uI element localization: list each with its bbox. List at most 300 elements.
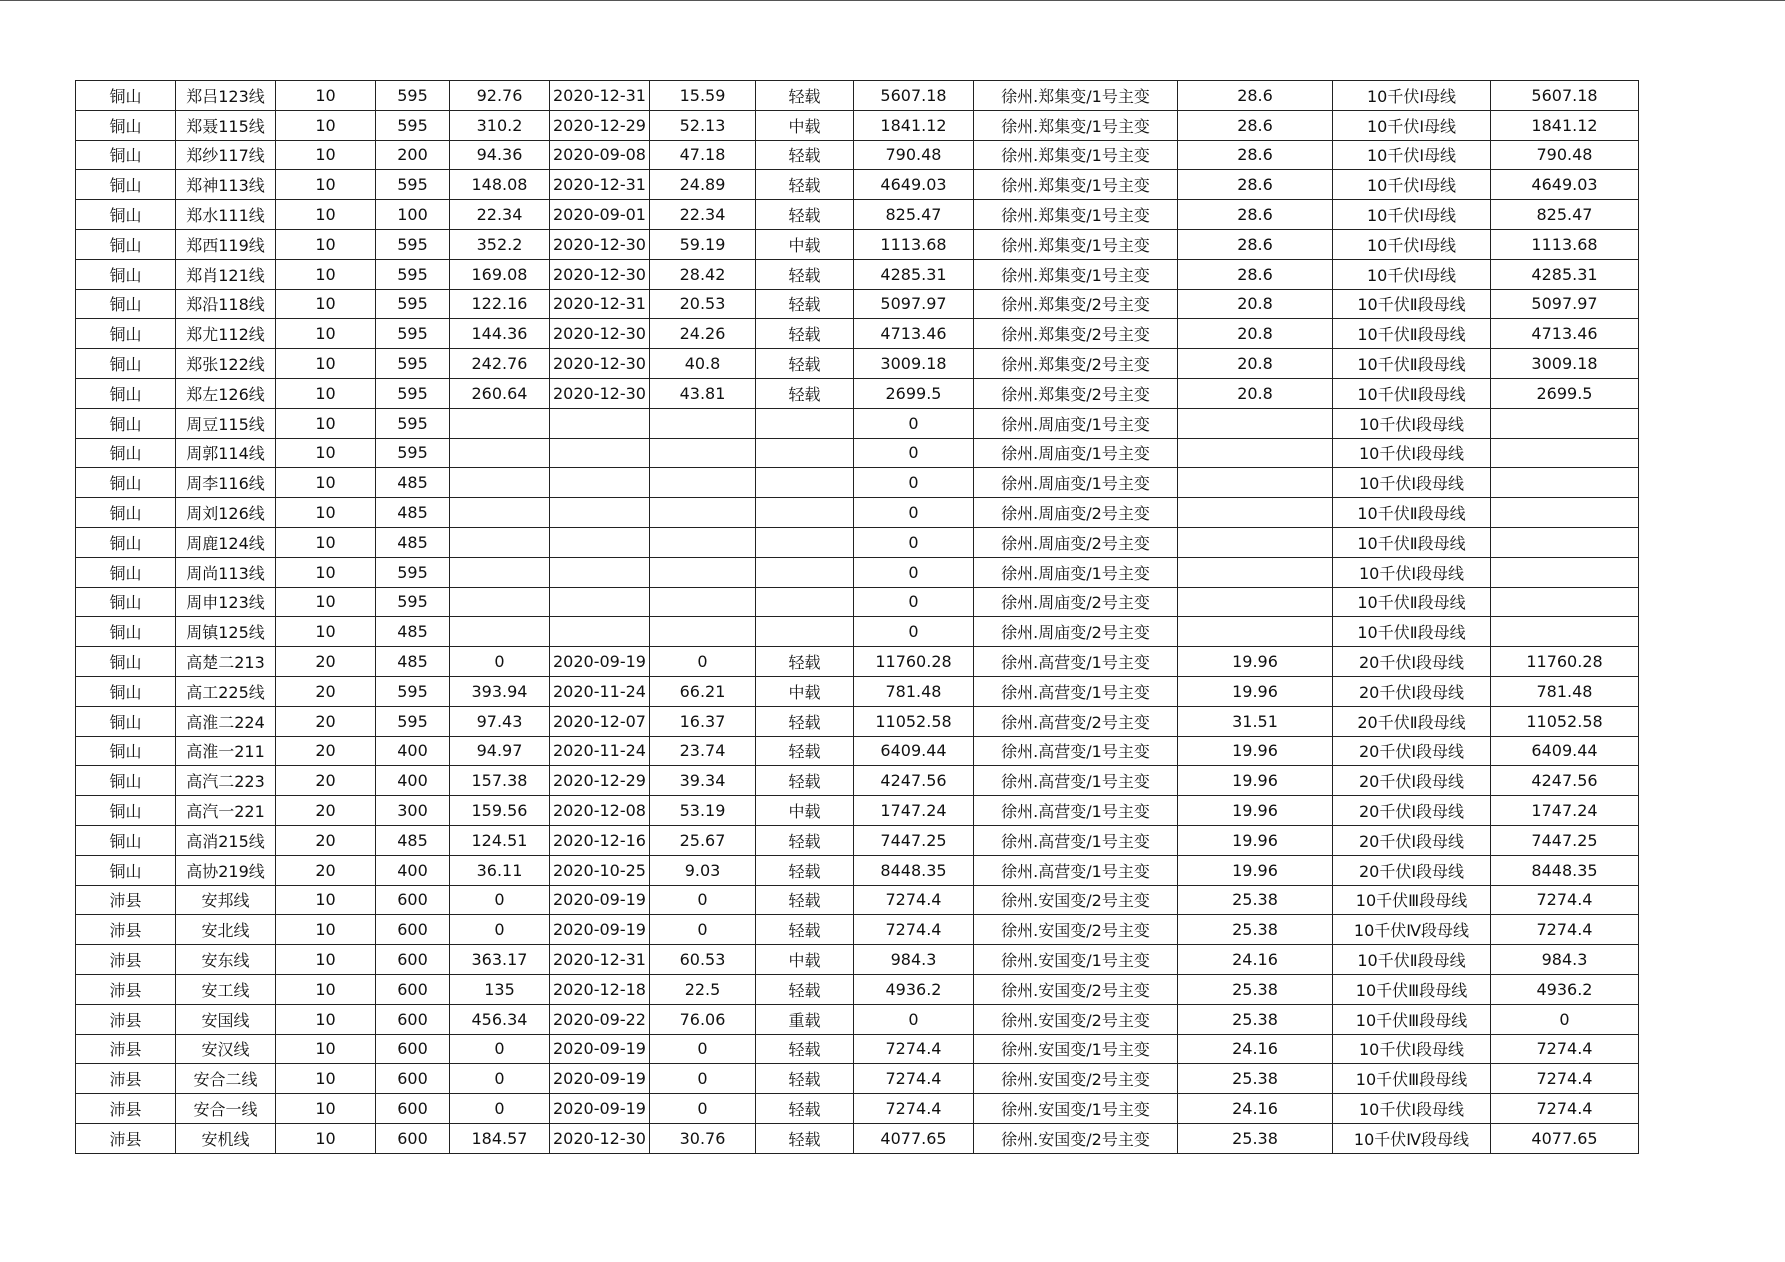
cell-available-capacity: 6409.44 <box>1491 736 1639 766</box>
cell-transformer-load-rate: 28.6 <box>1178 259 1333 289</box>
cell-load-level: 轻载 <box>756 259 854 289</box>
cell-date: 2020-12-29 <box>550 766 650 796</box>
cell-capacity: 595 <box>376 676 450 706</box>
cell-max-current <box>450 468 550 498</box>
cell-spare-capacity: 2699.5 <box>854 378 974 408</box>
cell-county: 铜山 <box>76 259 176 289</box>
cell-spare-capacity: 0 <box>854 617 974 647</box>
cell-spare-capacity: 7274.4 <box>854 1064 974 1094</box>
cell-voltage: 20 <box>276 706 376 736</box>
cell-county: 铜山 <box>76 110 176 140</box>
cell-spare-capacity: 4285.31 <box>854 259 974 289</box>
cell-voltage: 10 <box>276 408 376 438</box>
cell-spare-capacity: 7274.4 <box>854 1034 974 1064</box>
table-row <box>76 617 1639 647</box>
cell-line: 郑西119线 <box>176 229 276 259</box>
cell-busbar: 10千伏Ⅰ母线 <box>1333 110 1491 140</box>
table-row <box>76 349 1639 379</box>
cell-available-capacity: 7447.25 <box>1491 825 1639 855</box>
cell-load-level <box>756 617 854 647</box>
cell-line: 郑肖121线 <box>176 259 276 289</box>
cell-capacity: 100 <box>376 200 450 230</box>
cell-line: 郑吕123线 <box>176 81 276 111</box>
cell-busbar: 10千伏Ⅰ母线 <box>1333 229 1491 259</box>
cell-county: 铜山 <box>76 200 176 230</box>
cell-transformer-load-rate: 19.96 <box>1178 736 1333 766</box>
cell-max-current: 169.08 <box>450 259 550 289</box>
cell-load-level: 轻载 <box>756 766 854 796</box>
cell-max-current: 0 <box>450 915 550 945</box>
cell-load-level: 轻载 <box>756 1064 854 1094</box>
cell-date: 2020-11-24 <box>550 676 650 706</box>
cell-load-rate: 15.59 <box>650 81 756 111</box>
cell-capacity: 595 <box>376 81 450 111</box>
cell-load-level: 轻载 <box>756 319 854 349</box>
cell-voltage: 20 <box>276 736 376 766</box>
cell-load-rate: 20.53 <box>650 289 756 319</box>
cell-max-current: 94.97 <box>450 736 550 766</box>
cell-voltage: 10 <box>276 170 376 200</box>
cell-transformer-load-rate <box>1178 498 1333 528</box>
cell-transformer: 徐州.安国变/1号主变 <box>974 1034 1178 1064</box>
cell-available-capacity <box>1491 468 1639 498</box>
cell-transformer-load-rate: 25.38 <box>1178 1064 1333 1094</box>
cell-available-capacity: 3009.18 <box>1491 349 1639 379</box>
cell-line: 安邦线 <box>176 885 276 915</box>
cell-transformer-load-rate <box>1178 527 1333 557</box>
cell-load-level: 中载 <box>756 229 854 259</box>
cell-load-rate: 24.26 <box>650 319 756 349</box>
cell-capacity: 400 <box>376 766 450 796</box>
table-row <box>76 259 1639 289</box>
cell-voltage: 10 <box>276 140 376 170</box>
cell-transformer-load-rate <box>1178 587 1333 617</box>
cell-max-current: 0 <box>450 885 550 915</box>
cell-load-rate: 52.13 <box>650 110 756 140</box>
cell-capacity: 595 <box>376 557 450 587</box>
cell-transformer-load-rate: 28.6 <box>1178 229 1333 259</box>
cell-max-current: 159.56 <box>450 796 550 826</box>
cell-load-level: 轻载 <box>756 647 854 677</box>
cell-load-rate: 66.21 <box>650 676 756 706</box>
cell-spare-capacity: 11760.28 <box>854 647 974 677</box>
cell-max-current: 92.76 <box>450 81 550 111</box>
table-row <box>76 766 1639 796</box>
cell-transformer-load-rate: 28.6 <box>1178 140 1333 170</box>
cell-load-rate <box>650 438 756 468</box>
cell-county: 铜山 <box>76 676 176 706</box>
cell-available-capacity: 4936.2 <box>1491 974 1639 1004</box>
cell-load-level <box>756 468 854 498</box>
cell-date: 2020-12-30 <box>550 229 650 259</box>
cell-available-capacity: 11760.28 <box>1491 647 1639 677</box>
cell-load-rate: 47.18 <box>650 140 756 170</box>
cell-capacity: 595 <box>376 349 450 379</box>
cell-busbar: 10千伏Ⅰ段母线 <box>1333 1034 1491 1064</box>
cell-max-current: 148.08 <box>450 170 550 200</box>
cell-busbar: 10千伏Ⅱ段母线 <box>1333 498 1491 528</box>
cell-transformer: 徐州.安国变/1号主变 <box>974 1094 1178 1124</box>
cell-transformer-load-rate: 25.38 <box>1178 974 1333 1004</box>
cell-line: 安机线 <box>176 1123 276 1153</box>
cell-line: 周鹿124线 <box>176 527 276 557</box>
cell-date: 2020-12-30 <box>550 349 650 379</box>
cell-load-level: 中载 <box>756 796 854 826</box>
cell-capacity: 600 <box>376 1123 450 1153</box>
cell-transformer-load-rate: 28.6 <box>1178 200 1333 230</box>
cell-load-rate: 0 <box>650 1034 756 1064</box>
cell-line: 安北线 <box>176 915 276 945</box>
cell-spare-capacity: 0 <box>854 1004 974 1034</box>
cell-busbar: 10千伏Ⅱ段母线 <box>1333 378 1491 408</box>
cell-capacity: 400 <box>376 855 450 885</box>
cell-line: 高淮一211 <box>176 736 276 766</box>
cell-capacity: 595 <box>376 587 450 617</box>
cell-transformer: 徐州.高营变/1号主变 <box>974 796 1178 826</box>
cell-county: 铜山 <box>76 229 176 259</box>
cell-transformer-load-rate: 25.38 <box>1178 1004 1333 1034</box>
cell-transformer: 徐州.郑集变/2号主变 <box>974 319 1178 349</box>
cell-capacity: 200 <box>376 140 450 170</box>
cell-voltage: 10 <box>276 587 376 617</box>
cell-load-level: 轻载 <box>756 706 854 736</box>
cell-capacity: 600 <box>376 915 450 945</box>
cell-voltage: 10 <box>276 557 376 587</box>
cell-load-rate <box>650 468 756 498</box>
cell-spare-capacity: 825.47 <box>854 200 974 230</box>
cell-capacity: 600 <box>376 974 450 1004</box>
cell-line: 郑张122线 <box>176 349 276 379</box>
cell-transformer-load-rate: 25.38 <box>1178 1123 1333 1153</box>
cell-capacity: 485 <box>376 468 450 498</box>
cell-capacity: 300 <box>376 796 450 826</box>
cell-busbar: 10千伏Ⅱ段母线 <box>1333 319 1491 349</box>
table-row <box>76 885 1639 915</box>
cell-line: 高工225线 <box>176 676 276 706</box>
cell-voltage: 10 <box>276 229 376 259</box>
cell-available-capacity <box>1491 527 1639 557</box>
cell-line: 郑沿118线 <box>176 289 276 319</box>
cell-load-rate: 76.06 <box>650 1004 756 1034</box>
cell-spare-capacity: 0 <box>854 468 974 498</box>
cell-available-capacity: 8448.35 <box>1491 855 1639 885</box>
cell-max-current: 184.57 <box>450 1123 550 1153</box>
cell-transformer-load-rate: 19.96 <box>1178 647 1333 677</box>
cell-transformer-load-rate: 28.6 <box>1178 110 1333 140</box>
cell-available-capacity: 7274.4 <box>1491 915 1639 945</box>
cell-load-level: 轻载 <box>756 736 854 766</box>
cell-busbar: 20千伏Ⅰ段母线 <box>1333 766 1491 796</box>
table-row <box>76 557 1639 587</box>
cell-load-level <box>756 527 854 557</box>
cell-load-rate: 24.89 <box>650 170 756 200</box>
cell-capacity: 485 <box>376 617 450 647</box>
cell-available-capacity: 7274.4 <box>1491 885 1639 915</box>
table-row <box>76 527 1639 557</box>
table-row <box>76 408 1639 438</box>
cell-date: 2020-09-19 <box>550 1034 650 1064</box>
cell-voltage: 10 <box>276 289 376 319</box>
cell-capacity: 595 <box>376 289 450 319</box>
cell-transformer-load-rate: 19.96 <box>1178 766 1333 796</box>
cell-available-capacity: 4247.56 <box>1491 766 1639 796</box>
cell-max-current: 0 <box>450 1094 550 1124</box>
cell-capacity: 595 <box>376 110 450 140</box>
cell-voltage: 10 <box>276 81 376 111</box>
cell-load-rate: 16.37 <box>650 706 756 736</box>
table-row <box>76 140 1639 170</box>
cell-spare-capacity: 7274.4 <box>854 885 974 915</box>
top-border-line <box>0 0 1785 1</box>
cell-available-capacity: 825.47 <box>1491 200 1639 230</box>
cell-busbar: 10千伏Ⅱ段母线 <box>1333 289 1491 319</box>
cell-load-level <box>756 587 854 617</box>
cell-max-current <box>450 587 550 617</box>
cell-load-rate: 0 <box>650 885 756 915</box>
cell-line: 高淮二224 <box>176 706 276 736</box>
cell-transformer-load-rate: 24.16 <box>1178 1094 1333 1124</box>
cell-available-capacity: 2699.5 <box>1491 378 1639 408</box>
table-row <box>76 1094 1639 1124</box>
cell-available-capacity: 4285.31 <box>1491 259 1639 289</box>
cell-max-current: 0 <box>450 1064 550 1094</box>
cell-date: 2020-09-19 <box>550 1064 650 1094</box>
cell-load-level: 轻载 <box>756 1094 854 1124</box>
cell-spare-capacity: 0 <box>854 557 974 587</box>
cell-load-level: 轻载 <box>756 974 854 1004</box>
cell-busbar: 20千伏Ⅰ段母线 <box>1333 825 1491 855</box>
cell-voltage: 10 <box>276 915 376 945</box>
cell-load-level: 中载 <box>756 945 854 975</box>
cell-line: 郑神113线 <box>176 170 276 200</box>
cell-busbar: 10千伏Ⅰ段母线 <box>1333 408 1491 438</box>
cell-line: 安东线 <box>176 945 276 975</box>
cell-load-rate <box>650 557 756 587</box>
cell-available-capacity: 11052.58 <box>1491 706 1639 736</box>
cell-busbar: 20千伏Ⅰ段母线 <box>1333 647 1491 677</box>
table-body <box>76 81 1639 1154</box>
cell-date <box>550 617 650 647</box>
cell-load-rate: 0 <box>650 1094 756 1124</box>
cell-county: 铜山 <box>76 349 176 379</box>
cell-line: 郑水111线 <box>176 200 276 230</box>
cell-transformer: 徐州.高营变/1号主变 <box>974 736 1178 766</box>
cell-spare-capacity: 5097.97 <box>854 289 974 319</box>
cell-load-rate: 25.67 <box>650 825 756 855</box>
cell-capacity: 485 <box>376 498 450 528</box>
cell-available-capacity: 4077.65 <box>1491 1123 1639 1153</box>
cell-load-level: 轻载 <box>756 140 854 170</box>
cell-date: 2020-12-30 <box>550 259 650 289</box>
cell-county: 沛县 <box>76 1004 176 1034</box>
table-row <box>76 319 1639 349</box>
cell-load-rate: 0 <box>650 915 756 945</box>
cell-date <box>550 587 650 617</box>
cell-spare-capacity: 1841.12 <box>854 110 974 140</box>
cell-date <box>550 468 650 498</box>
cell-transformer: 徐州.郑集变/1号主变 <box>974 259 1178 289</box>
cell-busbar: 10千伏Ⅰ母线 <box>1333 200 1491 230</box>
cell-available-capacity: 1113.68 <box>1491 229 1639 259</box>
cell-max-current: 144.36 <box>450 319 550 349</box>
cell-transformer-load-rate <box>1178 468 1333 498</box>
cell-available-capacity <box>1491 587 1639 617</box>
cell-max-current: 124.51 <box>450 825 550 855</box>
cell-transformer: 徐州.郑集变/1号主变 <box>974 140 1178 170</box>
table-row <box>76 289 1639 319</box>
cell-date: 2020-12-31 <box>550 170 650 200</box>
cell-available-capacity <box>1491 498 1639 528</box>
cell-max-current: 97.43 <box>450 706 550 736</box>
cell-available-capacity: 781.48 <box>1491 676 1639 706</box>
cell-voltage: 10 <box>276 1094 376 1124</box>
cell-busbar: 10千伏Ⅲ段母线 <box>1333 885 1491 915</box>
cell-line: 安合一线 <box>176 1094 276 1124</box>
cell-load-rate <box>650 408 756 438</box>
cell-available-capacity: 1747.24 <box>1491 796 1639 826</box>
cell-voltage: 10 <box>276 438 376 468</box>
cell-line: 安合二线 <box>176 1064 276 1094</box>
cell-spare-capacity: 0 <box>854 438 974 468</box>
cell-date: 2020-09-19 <box>550 915 650 945</box>
cell-transformer: 徐州.高营变/1号主变 <box>974 825 1178 855</box>
cell-max-current: 94.36 <box>450 140 550 170</box>
cell-load-rate: 22.34 <box>650 200 756 230</box>
cell-line: 周刘126线 <box>176 498 276 528</box>
cell-load-level: 轻载 <box>756 915 854 945</box>
cell-load-rate: 0 <box>650 647 756 677</box>
cell-date: 2020-12-31 <box>550 945 650 975</box>
cell-transformer-load-rate: 24.16 <box>1178 945 1333 975</box>
cell-date: 2020-12-08 <box>550 796 650 826</box>
cell-county: 沛县 <box>76 945 176 975</box>
cell-busbar: 10千伏Ⅱ段母线 <box>1333 617 1491 647</box>
cell-busbar: 10千伏Ⅰ段母线 <box>1333 1094 1491 1124</box>
cell-transformer: 徐州.郑集变/1号主变 <box>974 229 1178 259</box>
cell-available-capacity: 7274.4 <box>1491 1034 1639 1064</box>
cell-spare-capacity: 6409.44 <box>854 736 974 766</box>
cell-max-current: 456.34 <box>450 1004 550 1034</box>
cell-spare-capacity: 11052.58 <box>854 706 974 736</box>
cell-county: 铜山 <box>76 617 176 647</box>
cell-load-rate: 39.34 <box>650 766 756 796</box>
cell-busbar: 20千伏Ⅱ段母线 <box>1333 706 1491 736</box>
cell-transformer: 徐州.郑集变/1号主变 <box>974 200 1178 230</box>
cell-capacity: 600 <box>376 1064 450 1094</box>
cell-voltage: 10 <box>276 378 376 408</box>
table-row <box>76 200 1639 230</box>
cell-transformer: 徐州.高营变/1号主变 <box>974 676 1178 706</box>
cell-load-rate: 28.42 <box>650 259 756 289</box>
table-row <box>76 855 1639 885</box>
table-row <box>76 676 1639 706</box>
cell-voltage: 10 <box>276 319 376 349</box>
cell-busbar: 10千伏Ⅰ母线 <box>1333 140 1491 170</box>
cell-transformer: 徐州.高营变/1号主变 <box>974 647 1178 677</box>
cell-date <box>550 438 650 468</box>
cell-line: 郑聂115线 <box>176 110 276 140</box>
cell-spare-capacity: 8448.35 <box>854 855 974 885</box>
cell-load-level: 轻载 <box>756 349 854 379</box>
cell-spare-capacity: 984.3 <box>854 945 974 975</box>
cell-date: 2020-09-19 <box>550 885 650 915</box>
cell-load-level <box>756 557 854 587</box>
cell-transformer: 徐州.高营变/2号主变 <box>974 706 1178 736</box>
cell-spare-capacity: 4247.56 <box>854 766 974 796</box>
cell-capacity: 595 <box>376 259 450 289</box>
cell-date <box>550 527 650 557</box>
cell-capacity: 595 <box>376 378 450 408</box>
cell-voltage: 10 <box>276 200 376 230</box>
cell-available-capacity <box>1491 557 1639 587</box>
cell-max-current <box>450 557 550 587</box>
cell-available-capacity: 4713.46 <box>1491 319 1639 349</box>
cell-voltage: 20 <box>276 766 376 796</box>
cell-date: 2020-12-31 <box>550 289 650 319</box>
cell-date: 2020-09-01 <box>550 200 650 230</box>
cell-load-level <box>756 438 854 468</box>
cell-capacity: 600 <box>376 885 450 915</box>
cell-busbar: 10千伏Ⅲ段母线 <box>1333 1004 1491 1034</box>
cell-transformer: 徐州.高营变/1号主变 <box>974 766 1178 796</box>
cell-transformer: 徐州.安国变/2号主变 <box>974 915 1178 945</box>
cell-spare-capacity: 4936.2 <box>854 974 974 1004</box>
table-row <box>76 915 1639 945</box>
cell-load-rate: 59.19 <box>650 229 756 259</box>
cell-voltage: 10 <box>276 349 376 379</box>
cell-available-capacity: 5607.18 <box>1491 81 1639 111</box>
cell-line: 郑尤112线 <box>176 319 276 349</box>
cell-date: 2020-12-30 <box>550 1123 650 1153</box>
cell-county: 铜山 <box>76 796 176 826</box>
cell-load-level: 轻载 <box>756 885 854 915</box>
cell-voltage: 10 <box>276 974 376 1004</box>
cell-load-rate <box>650 587 756 617</box>
cell-capacity: 595 <box>376 170 450 200</box>
table-row <box>76 170 1639 200</box>
cell-busbar: 10千伏Ⅰ段母线 <box>1333 438 1491 468</box>
cell-county: 铜山 <box>76 438 176 468</box>
cell-county: 铜山 <box>76 647 176 677</box>
cell-max-current: 260.64 <box>450 378 550 408</box>
cell-date <box>550 498 650 528</box>
cell-county: 铜山 <box>76 289 176 319</box>
cell-voltage: 10 <box>276 1004 376 1034</box>
cell-max-current: 36.11 <box>450 855 550 885</box>
cell-voltage: 20 <box>276 676 376 706</box>
cell-voltage: 10 <box>276 498 376 528</box>
cell-county: 沛县 <box>76 885 176 915</box>
cell-max-current <box>450 617 550 647</box>
cell-spare-capacity: 4077.65 <box>854 1123 974 1153</box>
cell-max-current: 135 <box>450 974 550 1004</box>
cell-capacity: 600 <box>376 1004 450 1034</box>
cell-max-current: 352.2 <box>450 229 550 259</box>
cell-load-level: 轻载 <box>756 1123 854 1153</box>
cell-load-rate: 22.5 <box>650 974 756 1004</box>
cell-load-level: 轻载 <box>756 81 854 111</box>
cell-voltage: 10 <box>276 617 376 647</box>
cell-transformer: 徐州.周庙变/2号主变 <box>974 587 1178 617</box>
cell-spare-capacity: 781.48 <box>854 676 974 706</box>
cell-transformer-load-rate <box>1178 438 1333 468</box>
cell-load-level: 轻载 <box>756 378 854 408</box>
table-row <box>76 438 1639 468</box>
cell-date: 2020-12-29 <box>550 110 650 140</box>
cell-transformer-load-rate: 24.16 <box>1178 1034 1333 1064</box>
table-row <box>76 647 1639 677</box>
cell-max-current <box>450 498 550 528</box>
